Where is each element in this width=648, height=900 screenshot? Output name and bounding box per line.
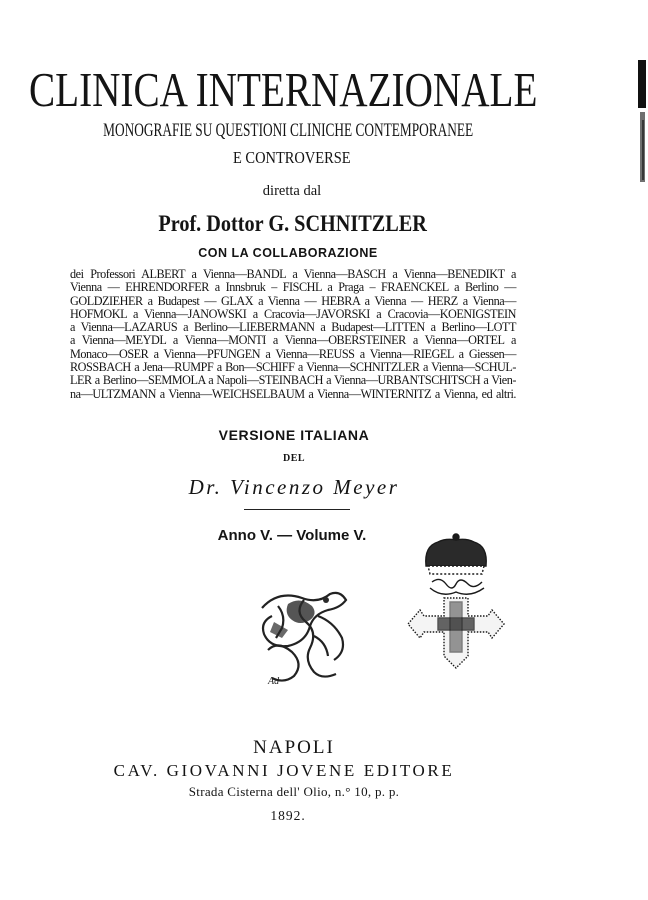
- divider-rule: [244, 509, 350, 510]
- collaborators-line: Monaco—OSER a Vienna—PFUNGEN a Vienna—REUSS a Vienna—RIEGEL a Giessen—: [70, 346, 516, 361]
- collaborators-line: Vienna — EHRENDORFER a Innsbruk – FISCHL a Praga – FRAENCKEL a Berlino —: [70, 280, 516, 295]
- collaborators-line: LER a Berlino—SEMMOLA a Napoli—STEINBACH a Vienna—URBANTSCHITSCH a Vien-: [70, 373, 516, 388]
- monogram-signature: Ad: [268, 676, 280, 686]
- publication-year: 1892.: [270, 808, 306, 823]
- editor-name: Prof. Dottor G. SCHNITZLER: [158, 211, 427, 236]
- version-label: VERSIONE ITALIANA: [218, 427, 370, 443]
- collaborators-line: dei Professori ALBERT a Vienna—BANDL a Vienna—BASCH a Vienna—BENEDIKT a: [70, 267, 516, 281]
- directed-by-label: diretta dal: [262, 183, 322, 199]
- journal-subtitle: MONOGRAFIE SU QUESTIONI CLINICHE CONTEMPORANEE: [103, 121, 474, 141]
- collaborators-line: ROSSBACH a Jena—RUMPF a Bon—SCHIFF a Vienna—SCHNITZLER a Vienna—SCHUL-: [70, 360, 516, 375]
- collaborators-line: a Vienna—MEYDL a Vienna—MONTI a Vienna—OBERSTEINER a Vienna—ORTEL a: [70, 333, 516, 348]
- collaborators-list: [70, 268, 516, 401]
- collaborators-line: na—ULTZMANN a Vienna—WEICHSELBAUM a Vienna—WINTERNITZ a Vienna, ed altri.: [70, 386, 516, 401]
- publisher-address: Strada Cisterna dell' Olio, n.° 10, p. p.: [188, 784, 400, 799]
- collaborators-line: HOFMOKL a Vienna—JANOWSKI a Cracovia—JAVORSKI a Cracovia—KOENIGSTEIN: [70, 306, 516, 321]
- horse-monogram-emblem-icon: [248, 586, 356, 686]
- translator-name: Dr. Vincenzo Meyer: [188, 475, 400, 499]
- by-label: DEL: [282, 453, 306, 464]
- scan-edge-mark: [628, 60, 648, 190]
- collaborators-line: a Vienna—LAZARUS a Berlino—LIEBERMANN a Budapest—LITTEN a Berlino—LOTT: [70, 320, 516, 335]
- volume-label: Anno V. — Volume V.: [217, 527, 367, 544]
- crowned-cross-crest-icon: [396, 532, 516, 672]
- collaboration-heading: CON LA COLLABORAZIONE: [198, 246, 378, 260]
- publication-city: NAPOLI: [253, 737, 335, 758]
- collaborators-line: GOLDZIEHER a Budapest — GLAX a Vienna — HEBRA a Vienna — HERZ a Vienna—: [70, 293, 516, 308]
- publisher-name: CAV. GIOVANNI JOVENE EDITORE: [113, 761, 455, 780]
- journal-title: CLINICA INTERNAZIONALE: [28, 62, 538, 117]
- journal-subtitle-continued: E CONTROVERSE: [232, 148, 351, 167]
